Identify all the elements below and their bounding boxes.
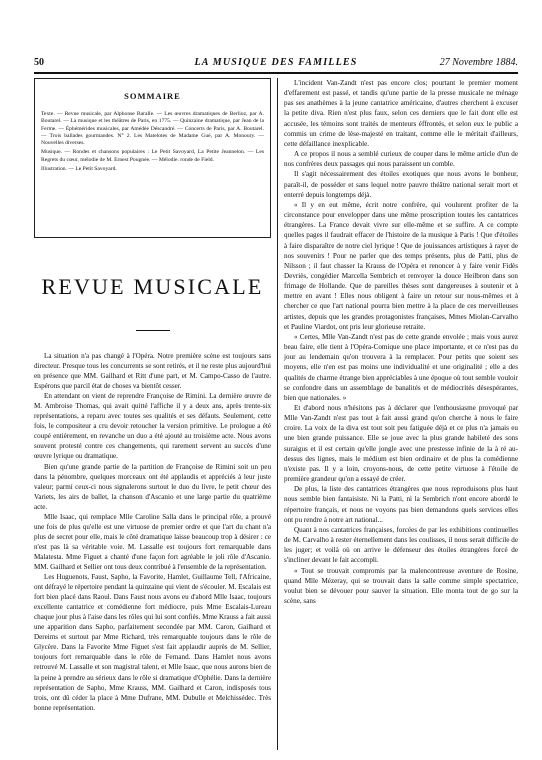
article-paragraph: Il s'agit nécessairement des étoiles exotiques que nous avons le bonheur, paraît-il, de posséder et sans lequel notre pauvre théâtre national serait mort et enterré depuis longtemps déjà. xyxy=(284,170,518,199)
header-rule xyxy=(34,72,518,74)
article-paragraph: Les Huguenots, Faust, Sapho, la Favorite, Hamlet, Guillaume Tell, l'Africaine, ont défrayé le répertoire pendant la quinzaine qui vient de s'écouler. M. Escalais est fort bien placé dans Raoul. Dans Faust nous avons eu d'abord Mlle Isaac, toujours excellente cantatrice et comédienne fort médiocre, puis Mme Escalais-Lureau chaque jour plus à l'aise dans les rôles qui lui sont confiés. Mme Krauss a fait aussi une apparition dans Sapho, parfaitement secondée par MM. Caron, Gailhard et Dereims et surtout par Mme Richard, très remarquable toujours dans le rôle de Glycère. Dans la Favorite Mme Figuet s'est fait applaudir auprès de M. Sellier, toujours fort remarquable dans le rôle de Fernand. Dans Hamlet nous avons retrouvé M. Lassalle et son magistral talent, et Mlle Isaac, que nous aurons bien de la peine à prendre au sérieux dans le rôle si dramatique d'Ophélie. Dans la dernière représentation de Sapho, Mme Krauss, MM. Gailhard et Caron, indisposés tous trois, ont dû céder la place à Mme Dufrane, MM. Dubulle et Melchissédec. Très bonne représentation. xyxy=(34,573,271,712)
article-paragraph: « Tout se trouvait compromis par la malencontreuse aventure de Rosine, quand Mlle Mézeray, qui se trouvait dans la salle comme simple spectatrice, voulut bien se dévouer pour sauver la situation. Elle monta tout de go sur la scène, sans xyxy=(284,566,518,605)
title-rule xyxy=(136,330,170,331)
article-paragraph: La situation n'a pas changé à l'Opéra. Notre première scène est toujours sans directeur. Presque tous les concurrents se sont retirés, et il ne reste plus aujourd'hui en présence que MM. Gailhard et Ritt d'une part, et M. Campo-Casso de l'autre. Espérons que parcil état de choses va bientôt cesser. xyxy=(34,352,271,391)
article-title: REVUE MUSICALE xyxy=(41,274,264,299)
article-paragraph: De plus, la liste des cantatrices étrangères que nous reproduisons plus haut nous semble bien fantaisiste. Ni la Patti, ni la Sembrich n'ont encore abordé le répertoire français, et nous ne voyons pas bien demandons quels services elles ont pu rendre à notre art national... xyxy=(284,485,518,524)
right-column xyxy=(284,78,518,606)
article-paragraph: « Il y en eut même, écrit notre confrère, qui voulurent profiter de la circonstance pour envelopper dans une même proscription toutes les cantatrices étrangères. La France devait vivre sur elle-même et se suffire. A ce compte quelles pages il faudrait effacer de l'histoire de la musique à Paris ! Que d'étoiles à faire disparaître de notre ciel lyrique ! Que de jouissances artistiques à rayer de nos souvenirs ! Pour ne parler que des temps présents, plus de Patti, plus de Nilsson ; il faut chasser la Krauss de l'Opéra et renoncer à y faire venir Fidès Devriès, congédier Marcella Sembrich et renvoyer la douce Heilbron dans son frimage de Hollande. Que de pareilles thèses sont dangereuses à soutenir et à mettre en avant ! Elles nous obligent à faire un retour sur nous-mêmes et à chercher ce que l'art national pourra bien mettre à la place de ces merveilleuses artistes, depuis que les grandes protagonistes françaises, Mmes Miolan-Carvalho et Pauline Viardot, ont pris leur glorieuse retraite. xyxy=(284,200,518,331)
journal-title: LA MUSIQUE DES FAMILLES xyxy=(194,57,358,68)
page-header xyxy=(34,56,518,70)
article-paragraph: « Certes, Mlle Van-Zandt n'est pas de cette grande envolée ; mais vous aurez beau faire, elle tient à l'Opéra-Comique une place importante, et ce n'est pas du jour au lendemain qu'on trouvera à la remplacer. Pour petits que soient ses moyens, elle n'en est pas moins une individualité et une originalité ; elle a des qualités de charme étrange bien appréciables à une époque où tout semble vouloir se confondre dans un assemblage de banalités et de médiocrités désespérantes, bien que nationales. » xyxy=(284,332,518,402)
sommaire-illustration: Illustration. — Le Petit Savoyard. xyxy=(41,166,117,173)
sommaire-title: SOMMAIRE xyxy=(124,91,181,101)
page-number: 50 xyxy=(34,57,44,68)
article-paragraph: Et d'abord nous n'hésitons pas à déclarer que l'enthousiasme provoqué par Mlle Van-Zandt n'est pas tout à fait aussi grand qu'on cherche à nous le faire croire. La voix de la diva est tout soit peu fatiguée déjà et ce plus n'a jamais eu une bien grande puissance. Elle se joue avec la plus grande habileté des sons suraigus et il est certain qu'elle jongle avec une prestesse infinie de la à ré au-dessus des lignes, mais le médium est bien ordinaire et de plus la comédienne n'existe pas. Il y a loin, croyons-nous, de cette petite virtuose à l'étoile de première grandeur qu'on a essayé de créer. xyxy=(284,404,518,484)
column-divider xyxy=(277,78,278,750)
left-column xyxy=(34,78,271,713)
sommaire-musique: Musique. — Rondes et chansons populaires : Le Petit Savoyard, La Petite Jeannelon. — Les Regrets du cœur, mélodie de M. Ernest Pougnée. — Mélodie. ronde de Field. xyxy=(41,149,264,163)
article-paragraph: En attendant on vient de reprendre Françoise de Rimini. La dernière œuvre de M. Ambroise Thomas, qui avait quitté l'affiche il y a deux ans, après trente-six représentations, a reparu avec toutes ses qualités et ses défauts. Seulement, cette fois, le compositeur a cru devoir retoucher la version primitive. Le prologue a été coupé entièrement, en revanche un duo a été ajouté au troisième acte. Nous avons souvent protesté contre ces changements, qui rarement servent au succès d'une œuvre lyrique ou dramatique. xyxy=(34,392,271,461)
issue-date: 27 Novembre 1884. xyxy=(439,57,518,68)
sommaire-texte: Texte. — Revue musicale, par Alphonse Baralle. — Les œuvres dramatiques de Berlioz, par A. Boutarel. — La musique et les théâtres de Paris, en 1775. — Quinzaine dramatique, par Jean de la Ferme. — Éphémérides musicales, par Amédée Déscandré. — Concerts de Paris, par A. Boutarel. — Trois ballades gourmandes. N° 2. Les Matelotes de Madame Gué, par A. Monoury. — Nouvelles diverses. xyxy=(41,111,264,147)
article-paragraph: Bien qu'une grande partie de la partition de Françoise de Rimini soit un peu dans la pénombre, quelques morceaux ont été applaudis et appréciés à leur juste valeur; parmi ceux-ci nous signalerons surtout le duo du livre, le petit chœur des Variets, les airs de ballet, la chanson d'Ascanio et une large partie du quatrième acte. xyxy=(34,462,271,511)
article-paragraph: A ce propos il nous a semblé curieux de couper dans le même article d'un de nos confrères deux passages qui nous paraissent un comble. xyxy=(284,150,518,169)
article-paragraph: Quant à nos cantatrices françaises, forcées de par les exhibitions continuelles de M. Carvalho à rester éternellement dans les coulisses, il nous serait difficile de les juger; et voilà où on arrive le défenseur des étoiles étrangères forcé de s'incliner devant le fait accompli. xyxy=(284,525,518,565)
sommaire-box xyxy=(34,78,271,238)
article-paragraph: Mlle Isaac, qui remplace Mlle Caroline Salla dans le principal rôle, a prouvé une fois de plus qu'elle est une virtuose de premier ordre et que l'art du chant n'a plus de secret pour elle, mais le côté dramatique laisse beaucoup trop à désirer : ce n'est pas là sa véritable voie. M. Lassalle est toujours fort remarquable dans Malatesta. Mme Figuet a chanté d'une façon fort agréable le joli rôle d'Ascanio. MM. Gailhard et Sellier ont tous deux contribué à l'ensemble de la représentation. xyxy=(34,512,271,571)
article-paragraph: L'incident Van-Zandt n'est pas encore clos; pourtant le premier moment d'effarement est passé, et tandis qu'une partie de la presse musicale ne ménage pas ses anathèmes à la jeune cantatrice américaine, d'autres cherchent à excuser la petite diva. Rien n'est plus faux, selon ces derniers que le fait dont elle est accusée, les témoins sont traités de menteurs éffrontés, et selon eux le public a commis un crime de lèse-majesté en traitant, comme elle le méritait d'ailleurs, cette défaillance inexplicable. xyxy=(284,79,518,148)
